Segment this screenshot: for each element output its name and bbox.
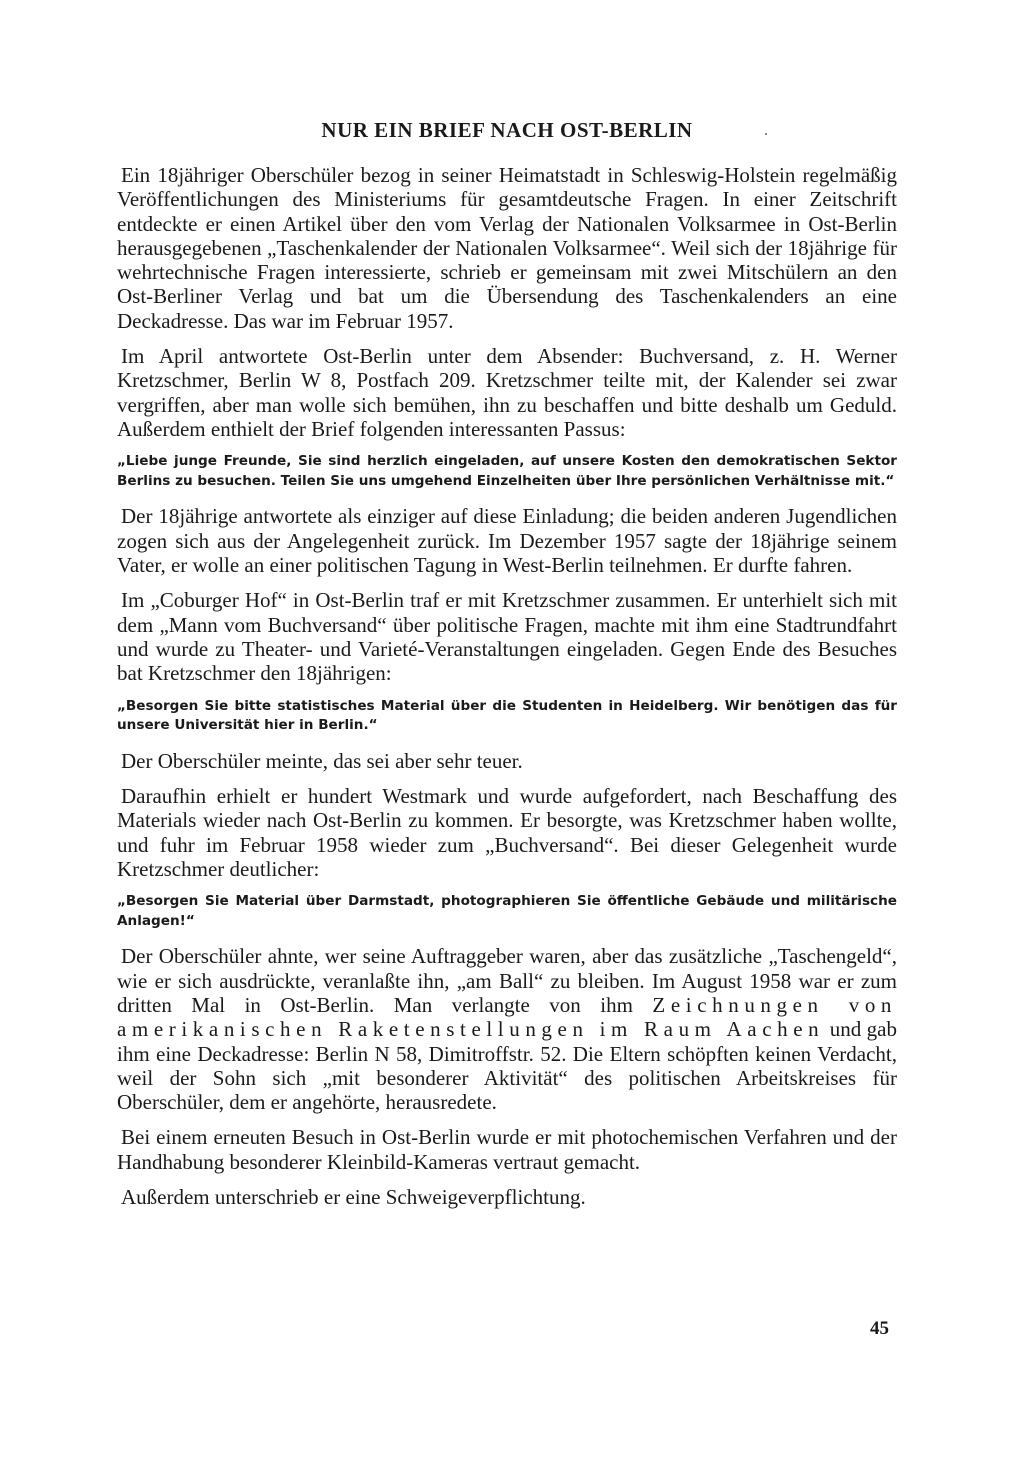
paragraph-4: Im „Coburger Hof“ in Ost-Berlin traf er mit Kretzschmer zusammen. Er unterhielt sich mit dem „Mann vom Buchversand“ über politische Fragen, machte mit ihm eine Stadtrundfahrt und wurde zu Theater- und Varieté-Veranstaltungen eingeladen. Gegen Ende des Besuches bat Kretzschmer den 18jährigen: xyxy=(117,588,897,686)
paragraph-7 xyxy=(117,944,897,1114)
paragraph-9: Außerdem unterschrieb er eine Schweigeverpflichtung. xyxy=(121,1185,586,1210)
page-number: 45 xyxy=(870,1318,889,1339)
paragraph-8: Bei einem erneuten Besuch in Ost-Berlin wurde er mit photochemischen Verfahren und der Handhabung besonderer Kleinbild-Kameras vertraut gemacht. xyxy=(117,1125,897,1174)
paragraph-7-part-a: Der Oberschüler ahnte, wer seine Auftraggeber waren, aber das zusätzliche „Taschengeld“, wie er sich ausdrückte, veranlaßte ihn, „am Ball“ zu bleiben. Im August 1958 war er zum dritten Mal in Ost-Berlin. Man verlangte von ihm xyxy=(117,944,897,1017)
paragraph-3: Der 18jährige antwortete als einziger auf diese Einladung; die beiden anderen Jugendlichen zogen sich aus der Angelegenheit zurück. Im Dezember 1957 sagte der 18jährige seinem Vater, er wolle an einer politischen Tagung in West-Berlin teilnehmen. Er durfte fahren. xyxy=(117,504,897,578)
page-body xyxy=(117,118,897,1220)
paragraph-1: Ein 18jähriger Oberschüler bezog in seiner Heimatstadt in Schleswig-Holstein regelmäßig Veröffentlichungen des Ministeriums für gesamtdeutsche Fragen. In einer Zeitschrift entdeckte er einen Artikel über den vom Verlag der Nationalen Volksarmee in Ost-Berlin herausgegebenen „Taschenkalender der Nationalen Volksarmee“. Weil sich der 18jährige für wehrtechnische Fragen interessierte, schrieb er gemeinsam mit zwei Mitschülern an den Ost-Berliner Verlag und bat um die Übersendung des Taschenkalenders an eine Deckadresse. Das war im Februar 1957. xyxy=(117,163,897,333)
page-title: NUR EIN BRIEF NACH OST-BERLIN xyxy=(321,118,693,142)
quote-2: „Besorgen Sie bitte statistisches Material über die Studenten in Heidelberg. Wir benötigen das für unsere Universität hier in Berlin.“ xyxy=(117,697,897,734)
paragraph-7-part-b: und gab ihm eine Deckadresse: Berlin N 58, Dimitroffstr. 52. Die Eltern schöpften keinen Verdacht, weil der Sohn sich „mit besonderer Aktivität“ des politischen Arbeitskreises für Oberschüler, dem er angehörte, herausredete. xyxy=(117,1017,897,1115)
paragraph-5: Der Oberschüler meinte, das sei aber sehr teuer. xyxy=(121,748,523,773)
paragraph-7-spaced-text: Zeichnungen von amerikanischen Raketenstellungen im Raum Aachen xyxy=(117,992,898,1042)
paragraph-2: Im April antwortete Ost-Berlin unter dem Absender: Buchversand, z. H. Werner Kretzschmer, Berlin W 8, Postfach 209. Kretzschmer teilte mit, der Kalender sei zwar vergriffen, aber man wolle sich bemühen, ihn zu beschaffen und bitte deshalb um Geduld. Außerdem enthielt der Brief folgenden interessanten Passus: xyxy=(117,344,897,441)
quote-3: „Besorgen Sie Material über Darmstadt, photographieren Sie öffentliche Gebäude und militärische Anlagen!“ xyxy=(117,893,897,929)
paragraph-6: Daraufhin erhielt er hundert Westmark und wurde aufgefordert, nach Beschaffung des Materials wieder nach Ost-Berlin zu kommen. Er besorgte, was Kretzschmer haben wollte, und fuhr im Februar 1958 wieder zum „Buchversand“. Bei dieser Gelegenheit wurde Kretzschmer deutlicher: xyxy=(117,784,897,881)
quote-1: „Liebe junge Freunde, Sie sind herzlich eingeladen, auf unsere Kosten den demokratischen Sektor Berlins zu besuchen. Teilen Sie uns umgehend Einzelheiten über Ihre persönlichen Verhältnisse mit.“ xyxy=(117,453,897,489)
